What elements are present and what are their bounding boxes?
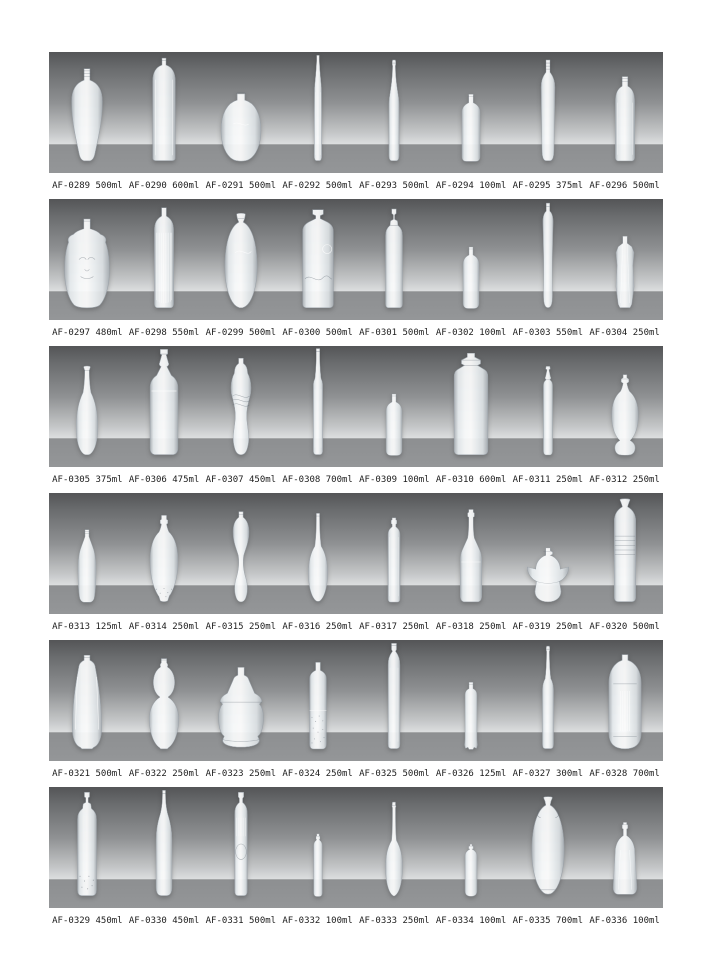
bottle-label: AF-0294 100ml bbox=[435, 181, 507, 191]
bottle-label: AF-0319 250ml bbox=[512, 622, 584, 632]
bottle-label: AF-0291 500ml bbox=[205, 181, 277, 191]
bottle-label: AF-0305 375ml bbox=[52, 475, 123, 485]
bottle-label: AF-0329 450ml bbox=[52, 916, 123, 926]
tiger-flask-bottle-icon bbox=[63, 212, 111, 310]
bottle-photo-AF-0329 bbox=[49, 787, 126, 908]
bordeaux-wine-bottle-icon bbox=[534, 643, 562, 751]
bottle-label: AF-0304 250ml bbox=[589, 328, 660, 338]
vodka-cylinder-bottle-icon bbox=[379, 641, 409, 751]
bottle-label: AF-0289 500ml bbox=[52, 181, 123, 191]
bottle-photo-AF-0316 bbox=[279, 493, 356, 614]
bottle-label: AF-0303 550ml bbox=[512, 328, 584, 338]
meiping-vase-bottle-icon bbox=[65, 63, 109, 163]
bottle-display-panel bbox=[49, 346, 663, 467]
bottle-label: AF-0315 250ml bbox=[205, 622, 277, 632]
small-square-bottle-icon bbox=[454, 89, 488, 163]
bottle-display-panel bbox=[49, 640, 663, 761]
bottle-photo-AF-0300 bbox=[279, 199, 356, 320]
bottle-label: AF-0321 500ml bbox=[52, 769, 123, 779]
bottle-label: AF-0299 500ml bbox=[205, 328, 277, 338]
footed-square-bottle-icon bbox=[456, 677, 486, 751]
bottle-photo-AF-0330 bbox=[126, 787, 203, 908]
bottle-label: AF-0308 700ml bbox=[282, 475, 353, 485]
label-row bbox=[49, 467, 663, 493]
bottle-photo-AF-0319 bbox=[510, 493, 587, 614]
bottle-photo-AF-0297 bbox=[49, 199, 126, 320]
embossed-cylinder-bottle-icon bbox=[225, 790, 257, 898]
bottle-label: AF-0297 480ml bbox=[52, 328, 123, 338]
bottle-photo-AF-0320 bbox=[586, 493, 663, 614]
bottle-catalog bbox=[49, 52, 663, 934]
bottle-label: AF-0325 500ml bbox=[359, 769, 430, 779]
bottle-photo-AF-0336 bbox=[586, 787, 663, 908]
bottle-label: AF-0295 375ml bbox=[512, 181, 584, 191]
bottle-photo-AF-0304 bbox=[586, 199, 663, 320]
tapered-wine-bottle-icon bbox=[380, 57, 408, 163]
bottle-photo-AF-0292 bbox=[279, 52, 356, 173]
bottle-photo-AF-0332 bbox=[279, 787, 356, 908]
bottle-display-panel bbox=[49, 199, 663, 320]
bottle-label: AF-0314 250ml bbox=[128, 622, 200, 632]
bottle-photo-AF-0295 bbox=[510, 52, 587, 173]
bottle-photo-AF-0335 bbox=[510, 787, 587, 908]
bottle-label: AF-0307 450ml bbox=[205, 475, 277, 485]
bottle-label: AF-0293 500ml bbox=[359, 181, 430, 191]
bottle-photo-AF-0310 bbox=[433, 346, 510, 467]
label-row bbox=[49, 614, 663, 640]
amphora-egg-bottle-icon bbox=[526, 794, 570, 898]
stepped-square-bottle-icon bbox=[68, 790, 106, 898]
dome-shoulder-cylinder-bottle-icon bbox=[144, 55, 184, 163]
bottle-label: AF-0328 700ml bbox=[589, 769, 660, 779]
bottle-label: AF-0301 500ml bbox=[359, 328, 430, 338]
bottle-photo-AF-0290 bbox=[126, 52, 203, 173]
bottle-photo-AF-0318 bbox=[433, 493, 510, 614]
drum-pagoda-bottle-icon bbox=[217, 661, 265, 751]
teardrop-vase-bottle-icon bbox=[70, 363, 104, 457]
bottle-photo-AF-0311 bbox=[510, 346, 587, 467]
small-flask-bottle-icon bbox=[379, 387, 409, 457]
bottle-photo-AF-0296 bbox=[586, 52, 663, 173]
label-row bbox=[49, 908, 663, 934]
bottle-photo-AF-0322 bbox=[126, 640, 203, 761]
egg-oval-bottle-icon bbox=[219, 210, 263, 310]
faceted-angular-bottle-icon bbox=[608, 228, 642, 310]
bottle-photo-AF-0313 bbox=[49, 493, 126, 614]
tall-slim-waist-bottle-icon bbox=[535, 200, 561, 310]
bottle-photo-AF-0291 bbox=[203, 52, 280, 173]
bottle-label: AF-0312 250ml bbox=[589, 475, 660, 485]
bottle-photo-AF-0331 bbox=[203, 787, 280, 908]
round-shoulder-cylinder-bottle-icon bbox=[608, 67, 642, 163]
champagne-taper-bottle-icon bbox=[149, 788, 179, 898]
mini-cylinder-bottle-icon bbox=[306, 830, 330, 898]
bottle-label: AF-0292 500ml bbox=[282, 181, 353, 191]
ringed-crock-bottle-icon bbox=[606, 496, 644, 604]
bottle-label: AF-0326 125ml bbox=[435, 769, 507, 779]
tall-spirit-bottle-icon bbox=[305, 347, 331, 457]
label-row bbox=[49, 320, 663, 346]
bottle-display-panel bbox=[49, 52, 663, 173]
bottle-photo-AF-0333 bbox=[356, 787, 433, 908]
bottle-label: AF-0306 475ml bbox=[128, 475, 200, 485]
tapered-long-neck-bottle-icon bbox=[533, 57, 563, 163]
bottle-photo-AF-0306 bbox=[126, 346, 203, 467]
bottle-label: AF-0302 100ml bbox=[435, 328, 507, 338]
bottle-label: AF-0336 100ml bbox=[589, 916, 660, 926]
bottle-label: AF-0335 700ml bbox=[512, 916, 584, 926]
teardrop-neck-bottle-icon bbox=[302, 510, 334, 604]
lidded-cylinder-bottle-icon bbox=[449, 351, 493, 457]
bottle-photo-AF-0323 bbox=[203, 640, 280, 761]
bottle-label: AF-0334 100ml bbox=[435, 916, 507, 926]
ingot-bowl-bottle-icon bbox=[525, 530, 571, 604]
embossed-flask-bottle-icon bbox=[603, 651, 647, 751]
bottle-photo-AF-0301 bbox=[356, 199, 433, 320]
bottle-label: AF-0320 500ml bbox=[589, 622, 660, 632]
stopper-cylinder-bottle-icon bbox=[534, 363, 562, 457]
wave-contour-bottle-icon bbox=[223, 353, 259, 457]
bottle-photo-AF-0307 bbox=[203, 346, 280, 467]
bottle-label: AF-0330 450ml bbox=[128, 916, 200, 926]
bottle-photo-AF-0321 bbox=[49, 640, 126, 761]
bottle-photo-AF-0305 bbox=[49, 346, 126, 467]
bottle-label: AF-0310 600ml bbox=[435, 475, 507, 485]
bottle-display-panel bbox=[49, 787, 663, 908]
bottle-label: AF-0317 250ml bbox=[359, 622, 430, 632]
straight-cylinder-bottle-icon bbox=[380, 514, 408, 604]
bottle-photo-AF-0289 bbox=[49, 52, 126, 173]
bottle-photo-AF-0293 bbox=[356, 52, 433, 173]
wide-cylinder-cap-bottle-icon bbox=[295, 206, 341, 310]
bottle-photo-AF-0315 bbox=[203, 493, 280, 614]
bottle-photo-AF-0299 bbox=[203, 199, 280, 320]
round-globe-bottle-icon bbox=[218, 75, 264, 163]
bottle-label: AF-0311 250ml bbox=[512, 475, 584, 485]
bottle-photo-AF-0302 bbox=[433, 199, 510, 320]
bottle-label: AF-0327 300ml bbox=[512, 769, 584, 779]
bottle-label: AF-0296 500ml bbox=[589, 181, 660, 191]
textured-round-bottle-icon bbox=[145, 510, 183, 604]
cone-flask-bottle-icon bbox=[608, 814, 642, 898]
bottle-photo-AF-0314 bbox=[126, 493, 203, 614]
bottle-photo-AF-0303 bbox=[510, 199, 587, 320]
bell-taper-bottle-icon bbox=[72, 524, 102, 604]
bottle-label: AF-0318 250ml bbox=[435, 622, 507, 632]
double-gourd-bottle-icon bbox=[144, 653, 184, 751]
slim-tall-square-bottle-icon bbox=[305, 53, 331, 163]
bottle-photo-AF-0317 bbox=[356, 493, 433, 614]
bottle-label: AF-0298 550ml bbox=[128, 328, 200, 338]
bottle-label: AF-0324 250ml bbox=[282, 769, 353, 779]
cone-shoulder-bottle-icon bbox=[454, 506, 488, 604]
bottle-photo-AF-0324 bbox=[279, 640, 356, 761]
bottle-label: AF-0333 250ml bbox=[359, 916, 430, 926]
bottle-photo-AF-0328 bbox=[586, 640, 663, 761]
bottle-photo-AF-0294 bbox=[433, 52, 510, 173]
bottle-photo-AF-0312 bbox=[586, 346, 663, 467]
slender-teardrop-bottle-icon bbox=[379, 800, 409, 898]
bottle-label: AF-0290 600ml bbox=[128, 181, 200, 191]
bottle-photo-AF-0325 bbox=[356, 640, 433, 761]
bottle-label: AF-0322 250ml bbox=[128, 769, 200, 779]
bottle-photo-AF-0327 bbox=[510, 640, 587, 761]
bottle-photo-AF-0326 bbox=[433, 640, 510, 761]
bottle-label: AF-0309 100ml bbox=[359, 475, 430, 485]
tapered-decanter-bottle-icon bbox=[65, 651, 109, 751]
footed-onion-bottle-icon bbox=[606, 371, 644, 457]
bottle-label: AF-0313 125ml bbox=[52, 622, 123, 632]
classic-liquor-bottle-icon bbox=[142, 347, 186, 457]
fluted-cylinder-bottle-icon bbox=[146, 204, 182, 310]
mini-jar-bottle-icon bbox=[457, 840, 485, 898]
stepped-neck-cylinder-bottle-icon bbox=[377, 206, 411, 310]
bottle-photo-AF-0334 bbox=[433, 787, 510, 908]
bottle-label: AF-0323 250ml bbox=[205, 769, 277, 779]
small-flask-bottle-icon bbox=[456, 240, 486, 310]
curvy-waist-bottle-icon bbox=[225, 506, 257, 604]
bottle-label: AF-0332 100ml bbox=[282, 916, 353, 926]
bottle-photo-AF-0308 bbox=[279, 346, 356, 467]
textured-square-bottle-icon bbox=[300, 657, 336, 751]
bottle-photo-AF-0309 bbox=[356, 346, 433, 467]
label-row bbox=[49, 761, 663, 787]
bottle-display-panel bbox=[49, 493, 663, 614]
bottle-label: AF-0331 500ml bbox=[205, 916, 277, 926]
bottle-photo-AF-0298 bbox=[126, 199, 203, 320]
bottle-label: AF-0316 250ml bbox=[282, 622, 353, 632]
bottle-label: AF-0300 500ml bbox=[282, 328, 353, 338]
label-row bbox=[49, 173, 663, 199]
